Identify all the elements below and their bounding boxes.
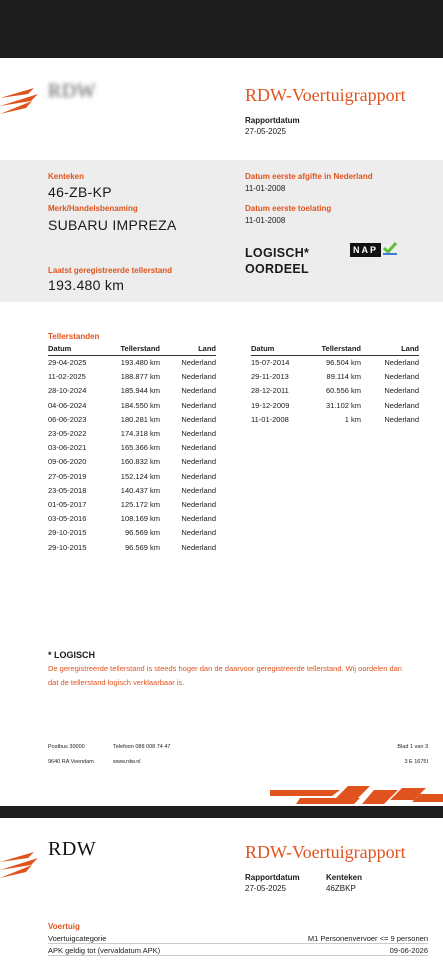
kenteken-value: 46-ZB-KP (48, 184, 112, 200)
cell-datum: 29-10-2015 (48, 528, 87, 538)
rdw-logo-text: RDW (48, 80, 97, 102)
table-row (48, 370, 216, 384)
col-land: Land (361, 343, 419, 356)
cell-tellerstand: 96.569 km (124, 542, 160, 552)
cell-tellerstand: 108.169 km (120, 514, 160, 524)
cell-tellerstand: 89.114 km (326, 372, 361, 382)
report-title-page2: RDW-Voertuigrapport (245, 842, 406, 862)
note-text-line-1: De geregistreerde tellerstand is steeds hoger dan de daarvoor geregistreerde tellerstand. Wij oordelen dan (48, 664, 402, 673)
cell-land: Nederland (384, 414, 419, 424)
laatst-label: Laatst geregistreerde tellerstand (48, 266, 173, 275)
table-row (48, 441, 216, 455)
cell-land: Nederland (384, 372, 419, 382)
table-row (48, 512, 216, 526)
cell-datum: 19-12-2009 (251, 400, 290, 410)
table-row (251, 370, 419, 384)
table-row (48, 526, 216, 540)
table-row (48, 384, 216, 398)
cell-tellerstand: 140.437 km (120, 485, 160, 495)
rdw-logo-swoosh (0, 848, 46, 882)
footer-blad: Blad 1 van 3 (397, 744, 428, 750)
cell-tellerstand: 160.832 km (120, 457, 160, 467)
cell-datum: 29-10-2015 (48, 542, 87, 552)
cell-land: Nederland (181, 429, 216, 439)
nap-logo (350, 242, 396, 258)
footer-telefoon: Telefoon 088 008 74 47 (113, 744, 171, 750)
cell-tellerstand: 1 km (344, 414, 361, 424)
merk-label: Merk/Handelsbenaming (48, 204, 138, 213)
cell-datum: 29-04-2025 (48, 358, 87, 368)
cell-datum: 01-05-2017 (48, 499, 87, 509)
kenteken-label-page2: Kenteken (326, 873, 363, 882)
cell-tellerstand: 96.569 km (124, 528, 160, 538)
kenteken-label: Kenteken (48, 172, 85, 181)
cell-datum: 23-05-2018 (48, 485, 87, 495)
footer-code: 3 E 1675I (404, 759, 428, 765)
voertuig-row-label: APK geldig tot (vervaldatum APK) (48, 945, 161, 955)
cell-datum: 28-10-2024 (48, 386, 87, 396)
cell-tellerstand: 184.550 km (120, 400, 160, 410)
rapportdatum-label-page2: Rapportdatum (245, 873, 300, 882)
oordeel-line-2: OORDEEL (245, 262, 309, 276)
cell-datum: 11-02-2025 (48, 372, 86, 382)
cell-datum: 09-06-2020 (48, 457, 87, 467)
cell-tellerstand: 165.366 km (120, 443, 160, 453)
table-row (251, 356, 419, 370)
voertuig-section-title: Voertuig (48, 922, 80, 931)
toelating-label: Datum eerste toelating (245, 204, 332, 213)
cell-datum: 23-05-2022 (48, 429, 87, 439)
footer-plaats: 9640 RA Veendam (48, 759, 94, 765)
cell-land: Nederland (181, 386, 216, 396)
cell-land: Nederland (181, 443, 216, 453)
rdw-logo-swoosh (0, 84, 46, 118)
rdw-logo-text: RDW (48, 838, 97, 860)
toelating-value: 11-01-2008 (245, 216, 286, 225)
tellerstanden-table-left (48, 343, 216, 554)
table-row (48, 497, 216, 511)
cell-tellerstand: 60.556 km (325, 386, 361, 396)
table-row (251, 384, 419, 398)
table-row (48, 426, 216, 440)
note-title: * LOGISCH (48, 650, 96, 660)
cell-tellerstand: 125.172 km (120, 499, 160, 509)
oordeel-block (245, 245, 309, 277)
cell-datum: 27-05-2019 (48, 471, 87, 481)
table-row (48, 398, 216, 412)
rapportdatum-value-page2: 27-05-2025 (245, 884, 286, 893)
note-text (48, 662, 433, 690)
table-row (48, 540, 216, 554)
cell-datum: 03-06-2021 (48, 443, 87, 453)
col-tellerstand: Tellerstand (311, 343, 361, 356)
table-row (251, 398, 419, 412)
cell-datum: 06-06-2023 (48, 414, 87, 424)
laatst-value: 193.480 km (48, 277, 125, 293)
cell-land: Nederland (384, 358, 419, 368)
rapportdatum-value: 27-05-2025 (245, 127, 286, 136)
cell-datum: 28-12-2011 (251, 386, 289, 396)
cell-land: Nederland (181, 372, 216, 382)
cell-land: Nederland (181, 400, 216, 410)
voertuig-row-label: Voertuigcategorie (48, 933, 107, 943)
table-row (48, 356, 216, 370)
rapportdatum-label: Rapportdatum (245, 116, 300, 125)
cell-land: Nederland (384, 386, 419, 396)
tellerstanden-table-right (251, 343, 419, 426)
cell-tellerstand: 96.504 km (325, 358, 361, 368)
cell-datum: 11-01-2008 (251, 414, 289, 424)
cell-tellerstand: 180.281 km (120, 414, 160, 424)
merk-value: SUBARU IMPREZA (48, 217, 177, 233)
voertuig-row (48, 945, 428, 956)
cell-land: Nederland (181, 414, 216, 424)
cell-datum: 29-11-2013 (251, 372, 289, 382)
page-separator (0, 806, 443, 818)
cell-tellerstand: 31.102 km (325, 400, 361, 410)
cell-tellerstand: 152.124 km (120, 471, 160, 481)
cell-land: Nederland (181, 528, 216, 538)
tellerstanden-title: Tellerstanden (48, 332, 100, 341)
oordeel-line-1: LOGISCH* (245, 246, 310, 260)
cell-land: Nederland (181, 457, 216, 467)
cell-tellerstand: 174.318 km (120, 429, 160, 439)
afgifte-value: 11-01-2008 (245, 184, 286, 193)
table-row (48, 469, 216, 483)
cell-land: Nederland (181, 514, 216, 524)
cell-land: Nederland (384, 400, 419, 410)
voertuig-row-value: M1 Personenvervoer <= 9 personen (307, 933, 428, 943)
col-land: Land (160, 343, 216, 356)
table-row (48, 412, 216, 426)
kenteken-value-page2: 46ZBKP (326, 884, 356, 893)
table-row (48, 483, 216, 497)
footer-stripes (270, 784, 443, 806)
cell-land: Nederland (181, 499, 216, 509)
nap-logo-text: NAP (350, 243, 381, 257)
voertuig-row-value: 09-06-2026 (389, 945, 428, 955)
voertuig-row (48, 933, 428, 944)
report-title: RDW-Voertuigrapport (245, 85, 406, 105)
afgifte-label: Datum eerste afgifte in Nederland (245, 172, 373, 181)
cell-tellerstand: 185.944 km (120, 386, 160, 396)
note-text-line-2: dat de tellerstand logisch verklaarbaar is. (48, 678, 185, 687)
cell-land: Nederland (181, 358, 216, 368)
col-datum: Datum (251, 343, 311, 356)
cell-datum: 15-07-2014 (251, 358, 290, 368)
cell-tellerstand: 188.877 km (120, 372, 160, 382)
cell-land: Nederland (181, 471, 216, 481)
table-row (251, 412, 419, 426)
cell-land: Nederland (181, 542, 216, 552)
cell-tellerstand: 193.480 km (120, 358, 160, 368)
cell-datum: 03-05-2016 (48, 514, 87, 524)
nap-check-icon (383, 241, 397, 260)
cell-land: Nederland (181, 485, 216, 495)
footer-web: www.rdw.nl (113, 759, 141, 765)
cell-datum: 04-06-2024 (48, 400, 87, 410)
col-tellerstand: Tellerstand (110, 343, 160, 356)
footer-postbus: Postbus 30000 (48, 744, 85, 750)
table-row (48, 455, 216, 469)
col-datum: Datum (48, 343, 110, 356)
top-black-bar (0, 0, 443, 58)
